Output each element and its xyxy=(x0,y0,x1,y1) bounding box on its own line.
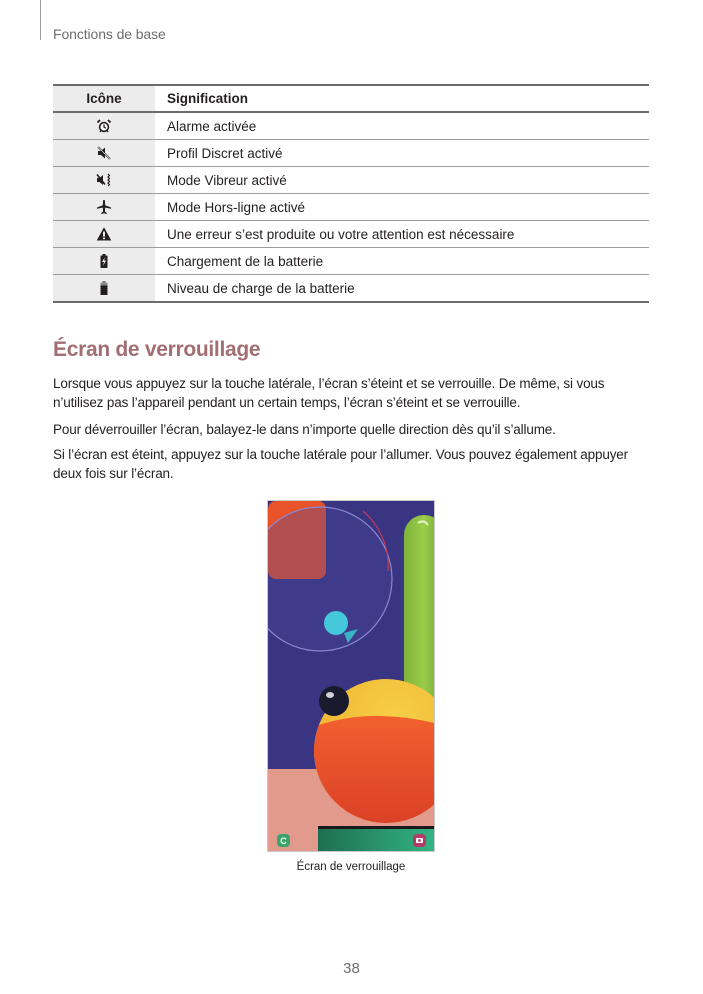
column-header-meaning: Signification xyxy=(155,85,649,112)
svg-text:C: C xyxy=(280,836,287,846)
paragraph: Si l’écran est éteint, appuyez sur la touche latérale pour l’allumer. Vous pouvez également appuyer deux fois sur l’écran. xyxy=(53,447,629,481)
page-number: 38 xyxy=(343,960,360,977)
battery-level-icon xyxy=(96,280,112,296)
warning-icon xyxy=(96,226,112,242)
icon-table xyxy=(53,84,649,303)
table-row xyxy=(53,140,649,167)
table-header-row xyxy=(53,85,649,112)
margin-rule xyxy=(40,0,41,40)
alarm-icon xyxy=(96,118,112,134)
phone-shortcut-icon xyxy=(277,834,290,847)
table-row xyxy=(53,221,649,248)
row-meaning: Niveau de charge de la batterie xyxy=(155,275,649,303)
paragraph: Lorsque vous appuyez sur la touche latérale, l’écran s’éteint et se verrouille. De même, si vous n’utilisez pas l’appareil pendant un certain temps, l’écran s’éteint et se verrouille. xyxy=(53,376,605,410)
table-row xyxy=(53,275,649,303)
mute-icon xyxy=(96,145,112,161)
paragraph: Pour déverrouiller l’écran, balayez-le dans n’importe quelle direction dès qu’il s’allume. xyxy=(53,422,556,437)
table-row xyxy=(53,112,649,140)
row-meaning: Alarme activée xyxy=(155,112,649,140)
wallpaper-black-ball xyxy=(319,686,349,716)
vibrate-icon xyxy=(96,172,112,188)
table-row xyxy=(53,248,649,275)
row-meaning: Une erreur s’est produite ou votre attention est nécessaire xyxy=(155,221,649,248)
row-meaning: Mode Vibreur activé xyxy=(155,167,649,194)
row-meaning: Profil Discret activé xyxy=(155,140,649,167)
column-header-icon: Icône xyxy=(53,85,155,112)
airplane-icon xyxy=(96,199,112,215)
running-header: Fonctions de base xyxy=(53,26,166,42)
row-meaning: Mode Hors-ligne activé xyxy=(155,194,649,221)
table-row xyxy=(53,167,649,194)
lock-screen-screenshot xyxy=(267,500,435,852)
figure-caption: Écran de verrouillage xyxy=(296,861,406,873)
battery-charging-icon xyxy=(96,253,112,269)
row-meaning: Chargement de la batterie xyxy=(155,248,649,275)
section-heading: Écran de verrouillage xyxy=(53,338,261,361)
wallpaper-cyan-ball xyxy=(324,611,348,635)
table-row xyxy=(53,194,649,221)
camera-shortcut-icon xyxy=(413,834,426,847)
